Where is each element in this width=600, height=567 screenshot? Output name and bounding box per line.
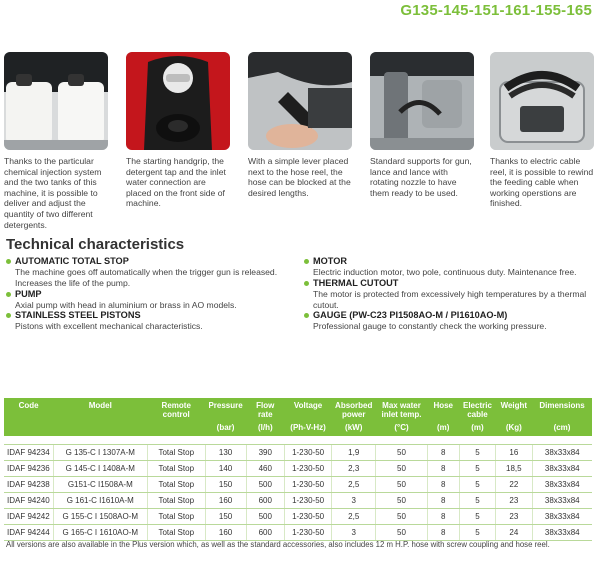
cell-flow: 390 <box>246 444 285 460</box>
cell-remote: Total Stop <box>147 460 205 476</box>
cell-hose: 8 <box>427 508 459 524</box>
column-unit: (Ph-V-Hz) <box>285 422 332 436</box>
cell-remote: Total Stop <box>147 492 205 508</box>
table-row <box>4 476 592 492</box>
cell-hose: 8 <box>427 460 459 476</box>
characteristic-text: The motor is protected from excessively high temperatures by a thermal cutout. <box>313 288 587 310</box>
characteristic-text: Pistons with excellent mechanical characteristics. <box>15 321 203 332</box>
column-unit: (bar) <box>205 422 246 436</box>
table-row <box>4 524 592 540</box>
column-header: Voltage <box>285 398 332 422</box>
cell-model: G 165-C I 1610AO-M <box>53 524 147 540</box>
characteristic-heading: GAUGE (PW-C23 PI1508AO-M / PI1610AO-M) <box>304 310 594 321</box>
characteristic-item <box>6 256 296 289</box>
cell-dimensions: 38x33x84 <box>532 492 592 508</box>
cell-weight: 18,5 <box>496 460 532 476</box>
cell-power: 2,3 <box>332 460 376 476</box>
characteristics-right <box>304 256 594 332</box>
column-unit <box>53 422 147 436</box>
cell-code: IDAF 94236 <box>4 460 53 476</box>
feature-caption: Standard supports for gun, lance and lance with rotating nozzle to have them ready to be used. <box>370 156 472 198</box>
cell-power: 2,5 <box>332 508 376 524</box>
table-row <box>4 508 592 524</box>
lever-hose-reel-photo <box>248 52 352 150</box>
characteristic-text: The machine goes off automatically when the trigger gun is released. Increases the life of the pump. <box>15 267 278 288</box>
cell-remote: Total Stop <box>147 524 205 540</box>
feature-gallery <box>4 52 596 230</box>
feature-caption: With a simple lever placed next to the hose reel, the hose can be blocked at the desired lengths. <box>248 156 351 198</box>
footnote: All versions are also available in the Plus version which, as well as the standard accessories, also includes 12 m H.P. hose with screw coupling and hose reel. <box>6 540 550 549</box>
cell-code: IDAF 94242 <box>4 508 53 524</box>
cell-pressure: 160 <box>205 524 246 540</box>
cell-power: 1,9 <box>332 444 376 460</box>
column-unit: (m) <box>427 422 459 436</box>
characteristic-text: Professional gauge to constantly check the working pressure. <box>313 321 547 332</box>
cell-power: 2,5 <box>332 476 376 492</box>
cell-cable: 5 <box>459 460 495 476</box>
cell-weight: 24 <box>496 524 532 540</box>
column-unit: (°C) <box>376 422 427 436</box>
characteristic-heading: PUMP <box>6 289 296 300</box>
cell-model: G 135-C I 1307A-M <box>53 444 147 460</box>
cell-remote: Total Stop <box>147 476 205 492</box>
characteristic-item <box>6 310 296 332</box>
feature-caption: Thanks to the particular chemical injection system and the two tanks of this machine, it is possible to deliver and adjust the quantity of two different detergents. <box>4 156 102 230</box>
cell-temp: 50 <box>376 492 427 508</box>
cell-hose: 8 <box>427 524 459 540</box>
cell-temp: 50 <box>376 508 427 524</box>
cell-power: 3 <box>332 492 376 508</box>
characteristic-text: Electric induction motor, two pole, continuous duty. Maintenance free. <box>313 267 577 277</box>
feature-gun-lance-supports <box>370 52 474 198</box>
table-row <box>4 444 592 460</box>
cell-temp: 50 <box>376 444 427 460</box>
cell-pressure: 140 <box>205 460 246 476</box>
cell-hose: 8 <box>427 476 459 492</box>
specs-units-row <box>4 422 592 436</box>
cell-code: IDAF 94238 <box>4 476 53 492</box>
cable-reel-photo <box>490 52 594 150</box>
cell-model: G 161-C I1610A-M <box>53 492 147 508</box>
cell-temp: 50 <box>376 460 427 476</box>
column-unit <box>147 422 205 436</box>
cell-model: G151-C I1508A-M <box>53 476 147 492</box>
feature-cable-reel <box>490 52 594 209</box>
cell-hose: 8 <box>427 444 459 460</box>
cell-voltage: 1-230-50 <box>285 524 332 540</box>
cell-flow: 500 <box>246 508 285 524</box>
table-row <box>4 492 592 508</box>
column-header: Max water inlet temp. <box>376 398 427 422</box>
feature-lever-hose-reel <box>248 52 352 198</box>
specs-header-row <box>4 398 592 422</box>
feature-caption: The starting handgrip, the detergent tap and the inlet water connection are placed on the front side of machine. <box>126 156 226 209</box>
cell-power: 3 <box>332 524 376 540</box>
cell-pressure: 160 <box>205 492 246 508</box>
gun-lance-supports-photo <box>370 52 474 150</box>
cell-dimensions: 38x33x84 <box>532 508 592 524</box>
cell-cable: 5 <box>459 492 495 508</box>
characteristic-heading: THERMAL CUTOUT <box>304 278 594 289</box>
cell-voltage: 1-230-50 <box>285 476 332 492</box>
cell-voltage: 1-230-50 <box>285 508 332 524</box>
cell-flow: 500 <box>246 476 285 492</box>
cell-dimensions: 38x33x84 <box>532 444 592 460</box>
cell-weight: 16 <box>496 444 532 460</box>
table-spacer <box>4 436 592 444</box>
cell-pressure: 130 <box>205 444 246 460</box>
cell-code: IDAF 94240 <box>4 492 53 508</box>
cell-remote: Total Stop <box>147 508 205 524</box>
cell-remote: Total Stop <box>147 444 205 460</box>
characteristic-text: Axial pump with head in aluminium or brass in AO models. <box>15 299 237 310</box>
characteristics-left <box>6 256 296 332</box>
column-unit: (l/h) <box>246 422 285 436</box>
cell-dimensions: 38x33x84 <box>532 460 592 476</box>
cell-cable: 5 <box>459 476 495 492</box>
column-unit: (kW) <box>332 422 376 436</box>
cell-flow: 600 <box>246 524 285 540</box>
cell-voltage: 1-230-50 <box>285 444 332 460</box>
cell-weight: 23 <box>496 508 532 524</box>
feature-handgrip <box>126 52 230 209</box>
column-header: Absorbed power <box>332 398 376 422</box>
cell-dimensions: 38x33x84 <box>532 476 592 492</box>
column-unit: (cm) <box>532 422 592 436</box>
cell-pressure: 150 <box>205 508 246 524</box>
column-header: Flow rate <box>246 398 285 422</box>
column-header: Remote control <box>147 398 205 422</box>
cell-weight: 22 <box>496 476 532 492</box>
column-header: Hose <box>427 398 459 422</box>
cell-model: G 145-C I 1408A-M <box>53 460 147 476</box>
handgrip-photo <box>126 52 230 150</box>
characteristic-item <box>6 289 296 311</box>
column-header: Weight <box>496 398 532 422</box>
cell-cable: 5 <box>459 508 495 524</box>
cell-temp: 50 <box>376 524 427 540</box>
cell-pressure: 150 <box>205 476 246 492</box>
cell-voltage: 1-230-50 <box>285 460 332 476</box>
cell-cable: 5 <box>459 524 495 540</box>
characteristic-item <box>304 256 594 278</box>
characteristic-heading: MOTOR <box>304 256 594 267</box>
cell-model: G 155-C I 1508AO-M <box>53 508 147 524</box>
cell-code: IDAF 94234 <box>4 444 53 460</box>
column-header: Electric cable <box>459 398 495 422</box>
feature-chemical-tanks <box>4 52 108 230</box>
column-header: Pressure <box>205 398 246 422</box>
specs-table <box>4 398 592 541</box>
characteristic-heading: STAINLESS STEEL PISTONS <box>6 310 296 321</box>
cell-flow: 460 <box>246 460 285 476</box>
cell-hose: 8 <box>427 492 459 508</box>
cell-dimensions: 38x33x84 <box>532 524 592 540</box>
characteristic-heading: AUTOMATIC TOTAL STOP <box>6 256 296 267</box>
table-row <box>4 460 592 476</box>
characteristic-item <box>304 310 594 332</box>
cell-cable: 5 <box>459 444 495 460</box>
column-unit: (Kg) <box>496 422 532 436</box>
technical-title: Technical characteristics <box>6 236 185 253</box>
column-header: Model <box>53 398 147 422</box>
cell-flow: 600 <box>246 492 285 508</box>
cell-code: IDAF 94244 <box>4 524 53 540</box>
column-header: Dimensions <box>532 398 592 422</box>
column-header: Code <box>4 398 53 422</box>
cell-temp: 50 <box>376 476 427 492</box>
characteristic-item <box>304 278 594 311</box>
models-title: G135-145-151-161-155-165 <box>400 2 592 19</box>
feature-caption: Thanks to electric cable reel, it is possible to rewind the feeding cable when working operstions are finished. <box>490 156 594 209</box>
cell-weight: 23 <box>496 492 532 508</box>
cell-voltage: 1-230-50 <box>285 492 332 508</box>
column-unit: (m) <box>459 422 495 436</box>
column-unit <box>4 422 53 436</box>
chemical-tanks-photo <box>4 52 108 150</box>
